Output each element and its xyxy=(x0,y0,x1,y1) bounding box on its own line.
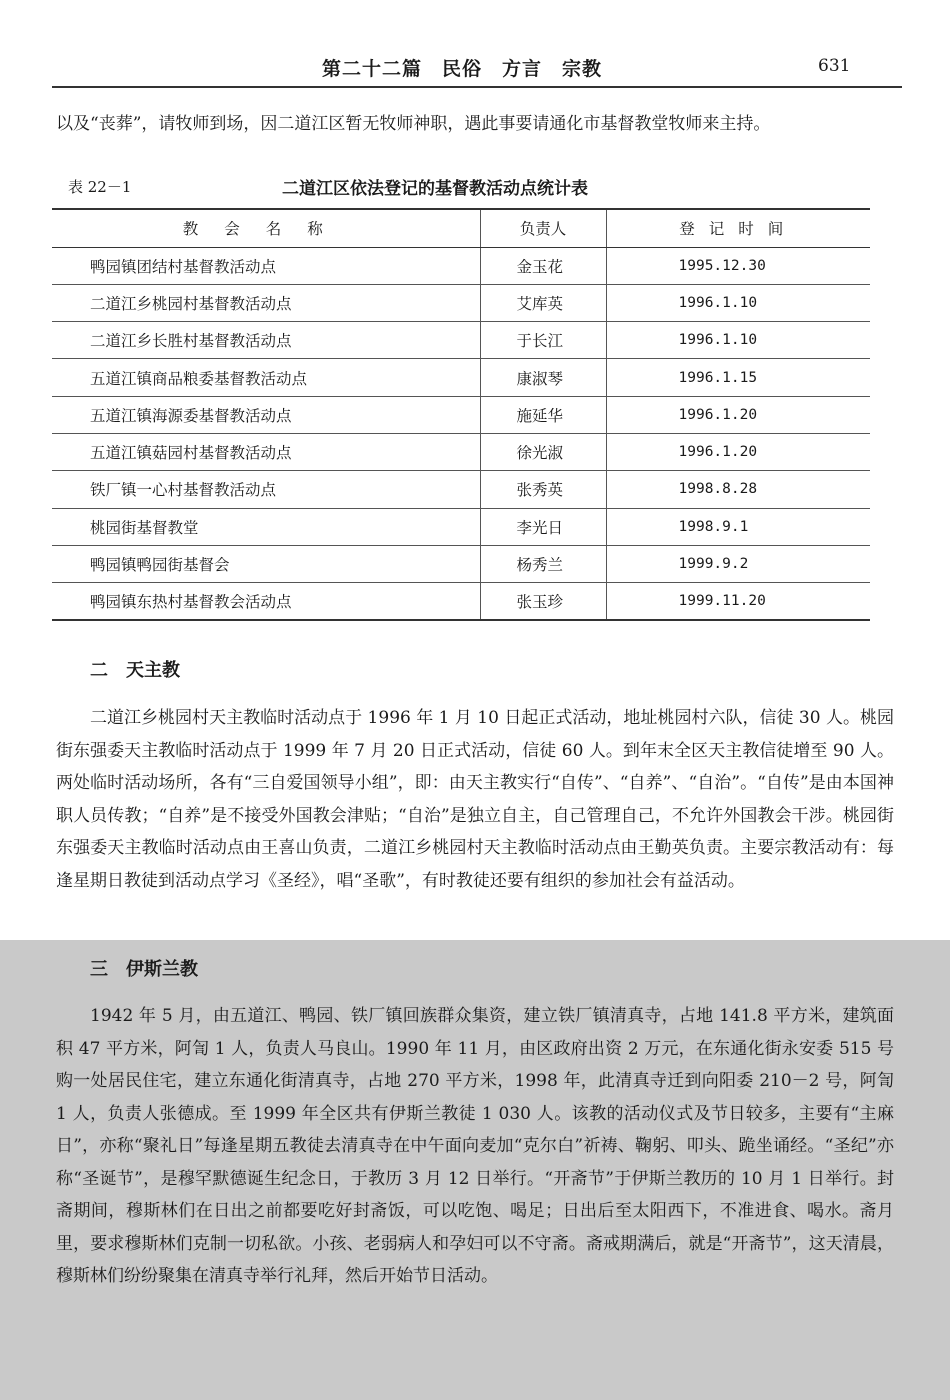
section-heading-islam: 三 伊斯兰教 xyxy=(90,959,198,980)
table-row xyxy=(52,396,870,433)
cell-church-name: 五道江镇菇园村基督教活动点 xyxy=(52,433,480,470)
cell-date: 1999.9.2 xyxy=(606,545,870,582)
cell-person: 张秀英 xyxy=(480,471,606,508)
cell-date: 1996.1.10 xyxy=(606,322,870,359)
cell-date: 1999.11.20 xyxy=(606,583,870,620)
column-header-person: 负责人 xyxy=(480,209,606,247)
table-row xyxy=(52,433,870,470)
cell-church-name: 铁厂镇一心村基督教活动点 xyxy=(52,471,480,508)
cell-date: 1996.1.15 xyxy=(606,359,870,396)
cell-date: 1995.12.30 xyxy=(606,247,870,284)
page-number: 631 xyxy=(818,56,851,76)
cell-person: 金玉花 xyxy=(480,247,606,284)
section-heading-catholic: 二 天主教 xyxy=(90,660,180,681)
page-header xyxy=(0,48,950,84)
table-row xyxy=(52,471,870,508)
cell-church-name: 五道江镇海源委基督教活动点 xyxy=(52,396,480,433)
cell-date: 1998.9.1 xyxy=(606,508,870,545)
cell-person: 艾库英 xyxy=(480,284,606,321)
running-head-title: 第二十二篇 民俗 方言 宗教 xyxy=(322,58,603,80)
cell-date: 1996.1.20 xyxy=(606,433,870,470)
column-header-date: 登记时间 xyxy=(606,209,870,247)
table-row xyxy=(52,583,870,620)
table-row xyxy=(52,359,870,396)
cell-date: 1996.1.20 xyxy=(606,396,870,433)
cell-person: 康淑琴 xyxy=(480,359,606,396)
table-title: 二道江区依法登记的基督教活动点统计表 xyxy=(282,179,588,199)
cell-person: 李光日 xyxy=(480,508,606,545)
cell-church-name: 鸭园镇鸭园街基督会 xyxy=(52,545,480,582)
table-header-row xyxy=(52,209,870,247)
cell-church-name: 鸭园镇团结村基督教活动点 xyxy=(52,247,480,284)
cell-person: 杨秀兰 xyxy=(480,545,606,582)
cell-person: 于长江 xyxy=(480,322,606,359)
cell-date: 1996.1.10 xyxy=(606,284,870,321)
cell-person: 徐光淑 xyxy=(480,433,606,470)
cell-church-name: 二道江乡长胜村基督教活动点 xyxy=(52,322,480,359)
table-row xyxy=(52,247,870,284)
header-rule xyxy=(52,86,902,88)
cell-church-name: 五道江镇商品粮委基督教活动点 xyxy=(52,359,480,396)
cell-date: 1998.8.28 xyxy=(606,471,870,508)
table-row xyxy=(52,508,870,545)
cell-person: 张玉珍 xyxy=(480,583,606,620)
cell-church-name: 桃园街基督教堂 xyxy=(52,508,480,545)
column-header-church-name: 教会名称 xyxy=(52,209,480,247)
table-number: 表 22－1 xyxy=(68,178,132,196)
registration-table xyxy=(52,208,870,621)
catholic-paragraph: 二道江乡桃园村天主教临时活动点于 1996 年 1 月 10 日起正式活动，地址桃园村六队，信徒 30 人。桃园街东强委天主教临时活动点于 1999 年 7 月 20 日正式活动，信徒 60 人。到年末全区天主教信徒增至 90 人。两处临时活动场所，各有“三自爱国领导小组”，即：由天主教实行“自传”、“自养”、“自治”。“自传”是由本国神职人员传教；“自养”是不接受外国教会津贴；“自治”是独立自主，自己管理自己，不允许外国教会干涉。桃园街东强委天主教临时活动点由王喜山负责，二道江乡桃园村天主教临时活动点由王勤英负责。主要宗教活动有：每逢星期日教徒到活动点学习《圣经》，唱“圣歌”，有时教徒还要有组织的参加社会有益活动。 xyxy=(56,708,894,891)
table-row xyxy=(52,284,870,321)
islam-paragraph: 1942 年 5 月，由五道江、鸭园、铁厂镇回族群众集资，建立铁厂镇清真寺，占地 141.8 平方米，建筑面积 47 平方米，阿訇 1 人，负责人马良山。1990 年 11 月，由区政府出资 2 万元，在东通化街永安委 515 号购一处居民住宅，建立东通化街清真寺，占地 270 平方米，1998 年，此清真寺迁到向阳委 210－2 号，阿訇 1 人，负责人张德成。至 1999 年全区共有伊斯兰教徒 1 030 人。该教的活动仪式及节日较多，主要有“主麻日”，亦称“聚礼日”每逢星期五教徒去清真寺在中午面向麦加“克尔白”祈祷、鞠躬、叩头、跪坐诵经。“圣纪”亦称“圣诞节”，是穆罕默德诞生纪念日，于教历 3 月 12 日举行。“开斋节”于伊斯兰教历的 10 月 1 日举行。封斋期间，穆斯林们在日出之前都要吃好封斋饭，可以吃饱、喝足；日出后至太阳西下，不准进食、喝水。斋月里，要求穆斯林们克制一切私欲。小孩、老弱病人和孕妇可以不守斋。斋戒期满后，就是“开斋节”，这天清晨，穆斯林们纷纷聚集在清真寺举行礼拜，然后开始节日活动。 xyxy=(56,1006,894,1286)
cell-person: 施延华 xyxy=(480,396,606,433)
table-row xyxy=(52,322,870,359)
table-row xyxy=(52,545,870,582)
cell-church-name: 二道江乡桃园村基督教活动点 xyxy=(52,284,480,321)
intro-paragraph: 以及“丧葬”，请牧师到场，因二道江区暂无牧师神职，遇此事要请通化市基督教堂牧师来主持。 xyxy=(56,114,771,134)
cell-church-name: 鸭园镇东热村基督教会活动点 xyxy=(52,583,480,620)
